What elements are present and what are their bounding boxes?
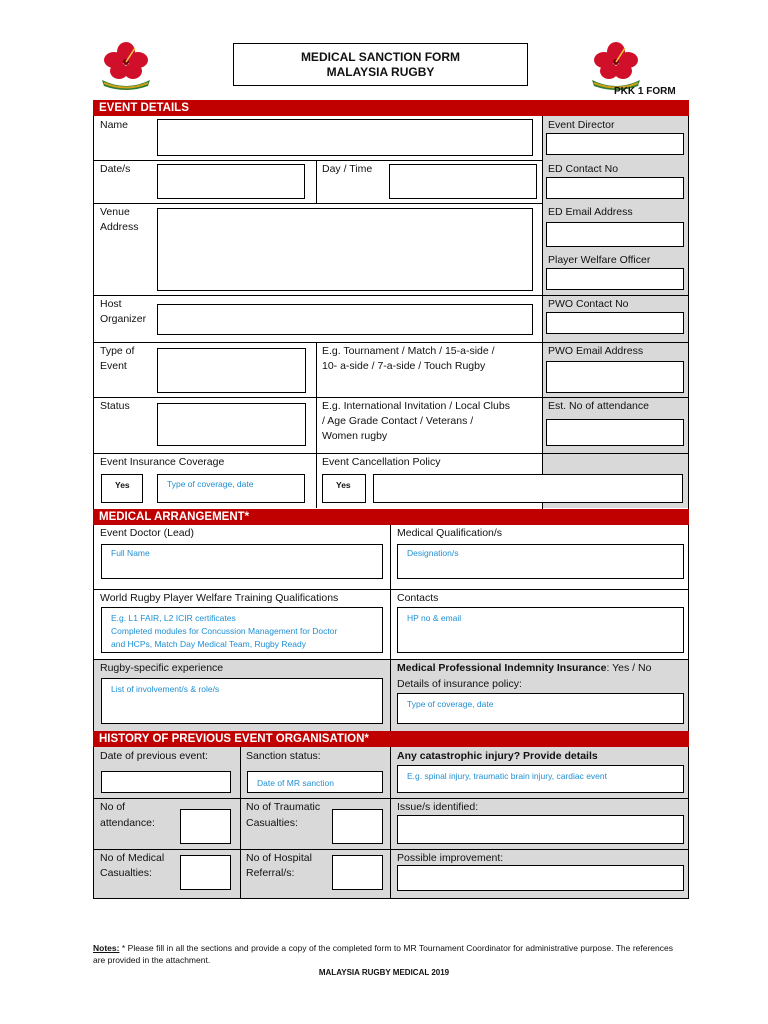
catastrophic-hint: E.g. spinal injury, traumatic brain injury, cardiac event <box>407 771 607 781</box>
attendance-label <box>100 800 155 831</box>
status-example-line1: E.g. International Invitation / Local Clubs <box>322 400 510 412</box>
attendance-label-line2: attendance: <box>100 817 155 829</box>
hospital-referral-label-line1: No of Hospital <box>246 852 312 864</box>
divider <box>316 160 317 203</box>
host-label-line2: Organizer <box>100 313 147 325</box>
status-example <box>322 399 510 444</box>
event-type-example-line2: 10- a-side / 7-a-side / Touch Rugby <box>322 360 486 372</box>
divider <box>94 342 688 343</box>
divider <box>94 295 688 296</box>
event-details-header: EVENT DETAILS <box>93 100 689 116</box>
divider <box>94 160 542 161</box>
day-time-field[interactable] <box>389 164 537 199</box>
attendance-estimate-field[interactable] <box>546 419 684 446</box>
divider <box>390 747 391 898</box>
name-field[interactable] <box>157 119 533 156</box>
notes-label: Notes: <box>93 943 120 953</box>
attendance-estimate-label: Est. No of attendance <box>548 400 649 412</box>
venue-address-field[interactable] <box>157 208 533 291</box>
cancellation-yes-text: Yes <box>336 480 351 490</box>
cancellation-label: Event Cancellation Policy <box>322 456 441 468</box>
divider <box>94 203 542 204</box>
event-type-example <box>322 344 495 374</box>
catastrophic-label: Any catastrophic injury? Provide details <box>397 750 598 762</box>
divider <box>94 589 688 590</box>
indemnity-label-bold: Medical Professional Indemnity Insurance <box>397 662 607 674</box>
event-doctor-label: Event Doctor (Lead) <box>100 527 194 539</box>
contacts-label: Contacts <box>397 592 439 604</box>
previous-date-label: Date of previous event: <box>100 750 208 762</box>
hibiscus-logo-left-icon <box>96 40 156 90</box>
medical-casualties-field[interactable] <box>180 855 231 890</box>
policy-label: Details of insurance policy: <box>397 678 522 690</box>
status-example-line3: Women rugby <box>322 430 388 442</box>
event-type-label <box>100 344 134 374</box>
pwo-contact-field[interactable] <box>546 312 684 334</box>
divider <box>94 849 688 850</box>
attendance-label-line1: No of <box>100 801 126 813</box>
divider <box>316 342 317 508</box>
improvement-label: Possible improvement: <box>397 852 504 864</box>
hospital-referral-field[interactable] <box>332 855 383 890</box>
ed-contact-field[interactable] <box>546 177 684 199</box>
qualification-hint: Designation/s <box>407 548 459 558</box>
experience-hint: List of involvement/s & role/s <box>111 684 220 694</box>
traumatic-field[interactable] <box>332 809 383 844</box>
hospital-referral-label <box>246 851 312 881</box>
sanction-status-hint: Date of MR sanction <box>257 778 335 788</box>
pwo-field[interactable] <box>546 268 684 290</box>
pwo-email-field[interactable] <box>546 361 684 393</box>
pwo-label: Player Welfare Officer <box>548 254 651 266</box>
event-type-label-line1: Type of <box>100 345 135 357</box>
event-type-example-line1: E.g. Tournament / Match / 15-a-side / <box>322 345 495 357</box>
divider <box>94 659 688 660</box>
divider <box>94 453 688 454</box>
event-director-label: Event Director <box>548 119 615 131</box>
pwo-contact-label: PWO Contact No <box>548 298 629 310</box>
qualification-label: Medical Qualification/s <box>397 527 503 539</box>
host-label-line1: Host <box>100 298 122 310</box>
day-time-label: Day / Time <box>322 163 373 175</box>
venue-label <box>100 205 139 235</box>
hibiscus-logo-right-icon <box>586 40 646 90</box>
divider <box>94 397 688 398</box>
indemnity-label-options: : Yes / No <box>606 662 652 674</box>
ed-contact-label: ED Contact No <box>548 163 619 175</box>
previous-date-field[interactable] <box>101 771 231 793</box>
medical-casualties-label-line1: No of Medical <box>100 852 165 864</box>
ed-email-label: ED Email Address <box>548 206 633 218</box>
training-label: World Rugby Player Welfare Training Qualifications <box>100 592 339 604</box>
attendance-field[interactable] <box>180 809 231 844</box>
medical-arrangement-header: MEDICAL ARRANGEMENT* <box>93 509 689 525</box>
insurance-label: Event Insurance Coverage <box>100 456 225 468</box>
notes-text: * Please fill in all the sections and provide a copy of the completed form to MR Tournament Coordinator for administrative purpose. The references are provided in the attachment. <box>93 943 673 965</box>
sanction-status-label: Sanction status: <box>246 750 321 762</box>
ed-email-field[interactable] <box>546 222 684 247</box>
divider <box>240 747 241 898</box>
traumatic-label <box>246 800 320 831</box>
footer: MALAYSIA RUGBY MEDICAL 2019 <box>318 968 450 977</box>
contacts-hint: HP no & email <box>407 613 462 623</box>
venue-label-line2: Address <box>100 221 139 233</box>
date-label: Date/s <box>100 163 131 175</box>
policy-hint: Type of coverage, date <box>407 699 494 709</box>
status-example-line2: / Age Grade Contact / Veterans / <box>322 415 474 427</box>
host-organizer-field[interactable] <box>157 304 533 335</box>
issues-field[interactable] <box>397 815 684 844</box>
divider <box>390 525 391 731</box>
medical-casualties-label <box>100 851 164 881</box>
form-code: PKK 1 FORM <box>614 86 676 97</box>
status-field[interactable] <box>157 403 306 446</box>
date-field[interactable] <box>157 164 305 199</box>
training-hint <box>111 612 337 651</box>
history-header: HISTORY OF PREVIOUS EVENT ORGANISATION* <box>93 731 689 747</box>
cancellation-policy-field[interactable] <box>373 474 683 503</box>
indemnity-label <box>397 661 651 676</box>
traumatic-label-line1: No of Traumatic <box>246 801 321 813</box>
title-line-2: MALAYSIA RUGBY <box>326 65 435 79</box>
training-hint-line2: Completed modules for Concussion Management for Doctor <box>111 626 338 636</box>
issues-label: Issue/s identified: <box>397 801 479 813</box>
form-title <box>233 43 528 86</box>
event-type-field[interactable] <box>157 348 306 393</box>
status-label: Status <box>100 400 130 412</box>
pwo-email-label: PWO Email Address <box>548 345 644 357</box>
training-hint-line3: and HCPs, Match Day Medical Team, Rugby Ready <box>111 639 306 649</box>
event-director-field[interactable] <box>546 133 684 155</box>
host-label <box>100 297 146 327</box>
medical-casualties-label-line2: Casualties: <box>100 867 152 879</box>
event-type-label-line2: Event <box>100 360 127 372</box>
insurance-yes-text: Yes <box>115 480 130 490</box>
venue-label-line1: Venue <box>100 206 130 218</box>
title-line-1: MEDICAL SANCTION FORM <box>300 50 461 64</box>
insurance-coverage-hint: Type of coverage, date <box>167 479 254 489</box>
divider <box>94 798 688 799</box>
hospital-referral-label-line2: Referral/s: <box>246 867 295 879</box>
notes <box>93 942 673 966</box>
traumatic-label-line2: Casualties: <box>246 817 298 829</box>
improvement-field[interactable] <box>397 865 684 891</box>
event-doctor-hint: Full Name <box>111 548 150 558</box>
experience-label: Rugby-specific experience <box>100 662 224 674</box>
name-label: Name <box>100 119 129 131</box>
divider <box>542 116 543 509</box>
training-hint-line1: E.g. L1 FAIR, L2 ICIR certificates <box>111 613 236 623</box>
